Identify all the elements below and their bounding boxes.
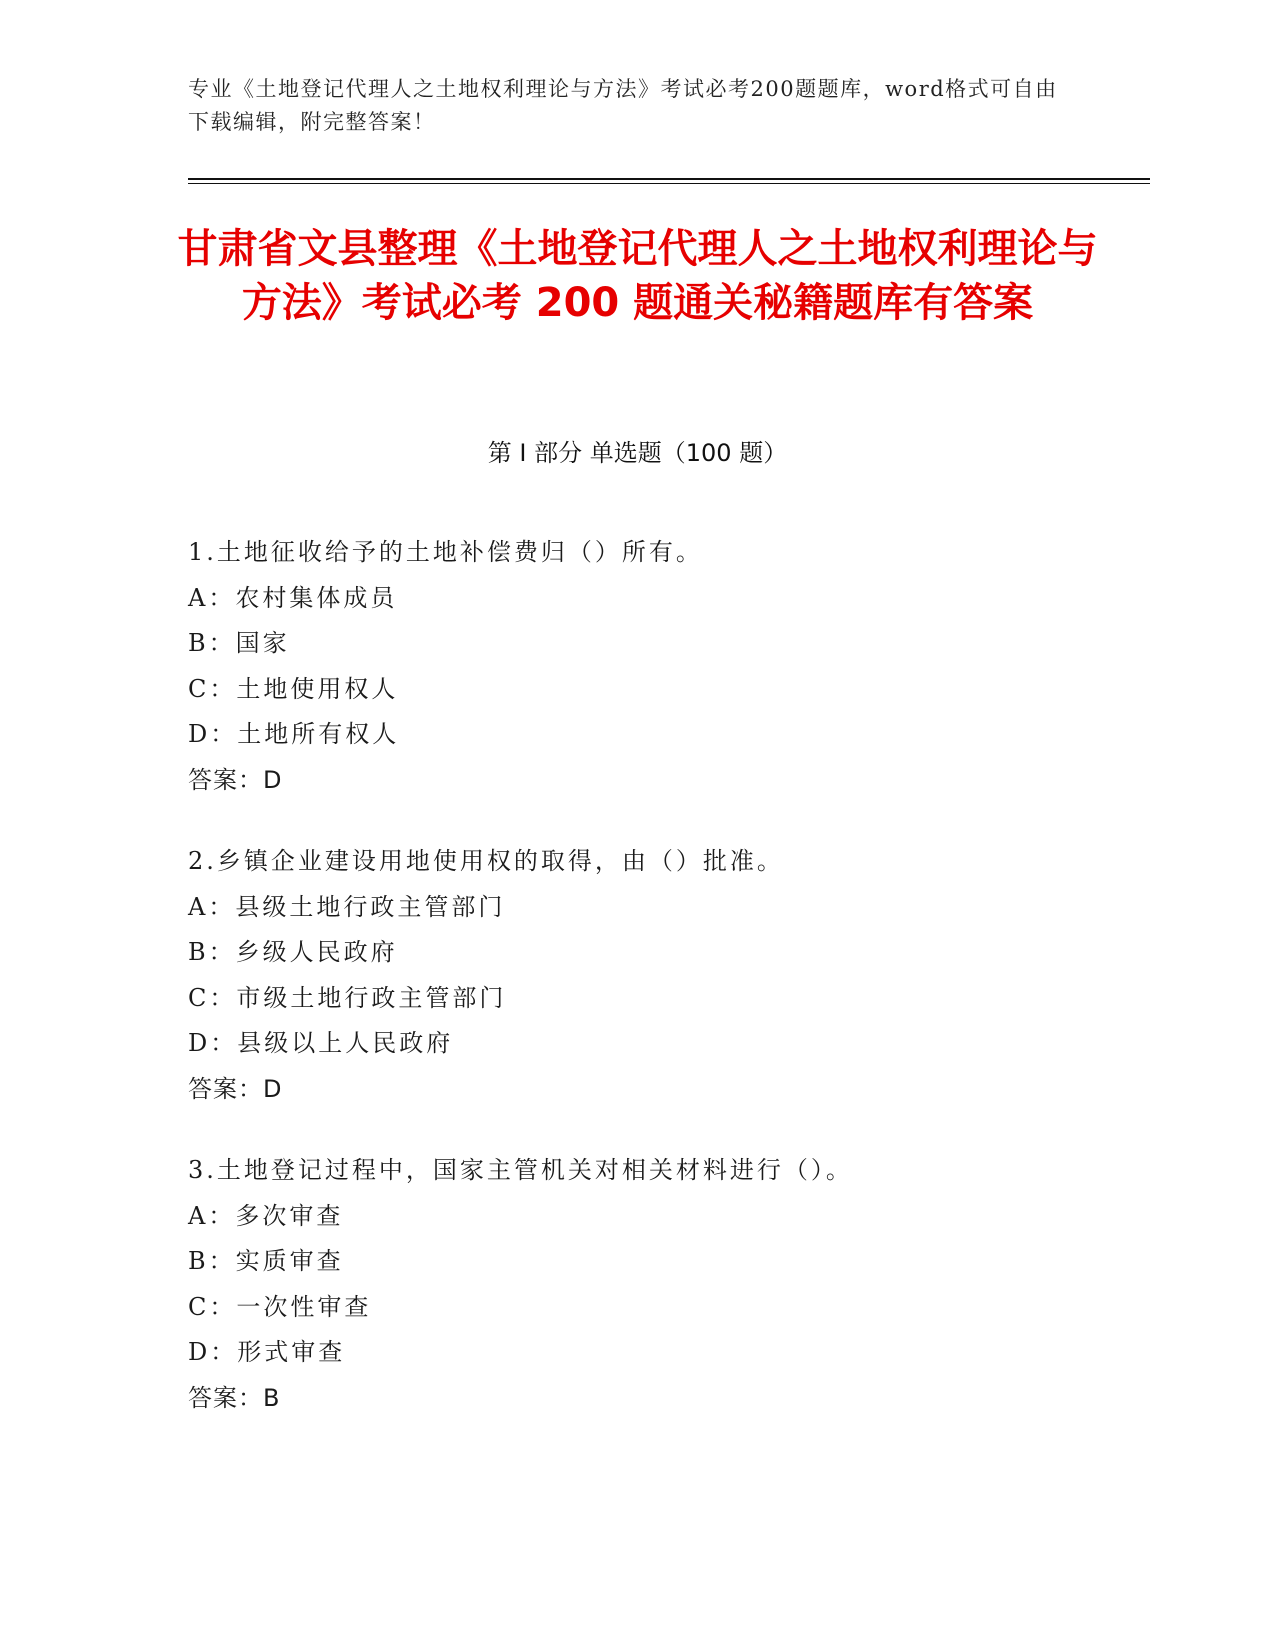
header-rule-thick <box>188 178 1150 180</box>
option-b: B：乡级人民政府 <box>188 938 398 966</box>
option-d: D：县级以上人民政府 <box>188 1029 454 1057</box>
question-2 <box>188 839 1088 1112</box>
question-stem: 3.土地登记过程中，国家主管机关对相关材料进行（）。 <box>188 1156 853 1184</box>
option-b: B：国家 <box>188 629 290 657</box>
option-c: C：市级土地行政主管部门 <box>188 983 507 1012</box>
question-1 <box>188 530 1088 803</box>
option-a: A：县级土地行政主管部门 <box>188 892 506 921</box>
option-d: D：土地所有权人 <box>188 720 400 748</box>
option-c: C：一次性审查 <box>188 1292 372 1321</box>
header-note: 专业《土地登记代理人之土地权利理论与方法》考试必考200题题库，word格式可自由下载编辑，附完整答案！ <box>188 77 1058 134</box>
answer-line: 答案：B <box>188 1383 281 1412</box>
answer-line: 答案：D <box>188 765 283 794</box>
document-title: 甘肃省文县整理《土地登记代理人之土地权利理论与方法》考试必考 200 题通关秘籍题库有答案 <box>177 226 1098 326</box>
option-c: C：土地使用权人 <box>188 674 399 703</box>
answer-line: 答案：D <box>188 1074 283 1103</box>
option-d: D：形式审查 <box>188 1338 346 1366</box>
question-3 <box>188 1148 1088 1421</box>
question-list <box>188 530 1088 1457</box>
option-a: A：农村集体成员 <box>188 583 398 612</box>
option-b: B：实质审查 <box>188 1247 344 1275</box>
question-stem: 2.乡镇企业建设用地使用权的取得，由（）批准。 <box>188 847 784 875</box>
header-rule-thin <box>188 183 1150 184</box>
question-stem: 1.土地征收给予的土地补偿费归（）所有。 <box>188 538 703 566</box>
option-a: A：多次审查 <box>188 1201 344 1230</box>
section-heading: 第 I 部分 单选题（100 题） <box>487 439 788 467</box>
